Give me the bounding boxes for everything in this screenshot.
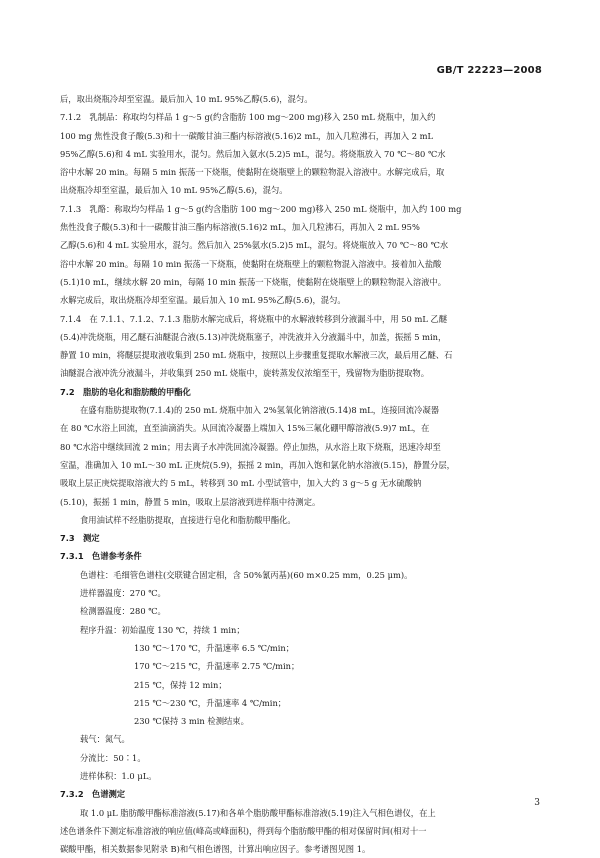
text-line: (5.10)，振摇 1 min，静置 5 min，吸取上层溶液到进样瓶中待测定。 (60, 496, 321, 507)
text-line: 碳酸甲酯，相关数据参见附录 B)和气相色谱图，计算出响应因子。参考谱图见图 1。 (60, 844, 371, 855)
text-line: 吸取上层正庚烷提取溶液大约 5 mL，转移到 30 mL 小型试管中，加入大约 3 g～5 g 无水硫酸钠 (60, 478, 422, 489)
text-line: 在 80 ℃水浴上回流，直至油滴消失。从回流冷凝器上端加入 15%三氟化硼甲醇溶液(5.9)7 mL，在 (60, 423, 430, 434)
paragraph-line: 在盛有脂肪提取物(7.1.4)的 250 mL 烧瓶中加入 2%氢氧化钠溶液(5.14)8 mL，连接回流冷凝器 (80, 405, 440, 416)
document-body (60, 90, 542, 858)
temp-program-step: 230 ℃保持 3 min 检测结束。 (134, 716, 249, 727)
section-heading-7-3-1: 7.3.1 色谱参考条件 (60, 551, 142, 562)
text-line: (5.1)10 mL，继续水解 20 min，每隔 10 min 振荡一下烧瓶，使黏附在烧瓶壁上的颗粒物混入溶液中。 (60, 276, 447, 287)
text-line: 80 ℃水浴中继续回流 2 min；用去离子水冲洗回流冷凝器。停止加热，从水浴上取下烧瓶，迅速冷却至 (60, 441, 441, 452)
text-line: 后，取出烧瓶冷却至室温。最后加入 10 mL 95%乙醇(5.6)，混匀。 (60, 94, 313, 104)
clause-7-1-2: 7.1.2 乳制品：称取均匀样品 1 g～5 g(约含脂肪 100 mg～200 mg)移入 250 mL 烧瓶中，加入约 (60, 112, 436, 123)
text-line: 95%乙醇(5.6)和 4 mL 实验用水，混匀。然后加入氨水(5.2)5 mL，混匀。将烧瓶放入 70 ℃～80 ℃水 (60, 148, 446, 159)
temp-program-step: 215 ℃～230 ℃，升温速率 4 ℃/min； (134, 697, 287, 708)
condition-detector-temp: 检测器温度：280 ℃。 (80, 606, 166, 617)
paragraph-line: 食用油试样不经脂肪提取，直接进行皂化和脂肪酸甲酯化。 (80, 514, 296, 525)
text-line: 静置 10 min，将醚层提取液收集到 250 mL 烧瓶中，按照以上步骤重复提取水解液三次，最后用乙醚、石 (60, 350, 453, 361)
section-heading-7-2: 7.2 脂肪的皂化和脂肪酸的甲酯化 (60, 386, 191, 397)
text-line: 出烧瓶冷却至室温，最后加入 10 mL 95%乙醇(5.6)，混匀。 (60, 185, 288, 196)
condition-temp-program: 程序升温：初始温度 130 ℃，持续 1 min； (80, 624, 245, 635)
condition-carrier-gas: 载气：氮气。 (80, 734, 130, 745)
text-line: 水解完成后，取出烧瓶冷却至室温。最后加入 10 mL 95%乙醇(5.6)，混匀。 (60, 295, 346, 306)
condition-column: 色谱柱：毛细管色谱柱(交联键合固定相，含 50%氰丙基)(60 m×0.25 mm，0.25 μm)。 (80, 569, 413, 580)
section-heading-7-3-2: 7.3.2 色谱测定 (60, 789, 126, 800)
section-heading-7-3: 7.3 测定 (60, 533, 100, 544)
temp-program-step: 215 ℃，保持 12 min； (134, 679, 227, 690)
clause-7-1-3: 7.1.3 乳酪：称取均匀样品 1 g～5 g(约含脂肪 100 mg～200 mg)移入 250 mL 烧瓶中，加入约 100 mg (60, 203, 462, 214)
text-line: 室温，准确加入 10 mL～30 mL 正庚烷(5.9)，振摇 2 min，再加入饱和氯化钠水溶液(5.15)，静置分层， (60, 459, 455, 470)
text-line: 100 mg 焦性没食子酸(5.3)和十一碳酸甘油三酯内标溶液(5.16)2 mL，加入几粒沸石，再加入 2 mL (60, 130, 434, 141)
page-number: 3 (534, 798, 540, 808)
text-line: 浴中水解 20 min。每隔 5 min 振荡一下烧瓶，使黏附在烧瓶壁上的颗粒物混入溶液中。水解完成后，取 (60, 167, 445, 178)
condition-split-ratio: 分流比：50∶1。 (80, 752, 146, 763)
text-line: (5.4)冲洗烧瓶，用乙醚石油醚混合液(5.13)冲洗烧瓶塞子，冲洗液并入分液漏斗中，加盖，振摇 5 min， (60, 331, 447, 342)
text-line: 油醚混合液冲洗分液漏斗，并收集到 250 mL 烧瓶中，旋转蒸发仪浓缩至干，残留物为脂肪提取物。 (60, 368, 430, 379)
temp-program-step: 130 ℃～170 ℃，升温速率 6.5 ℃/min； (134, 642, 294, 653)
text-line: 焦性没食子酸(5.3)和十一碳酸甘油三酯内标溶液(5.16)2 mL，加入几粒沸石，再加入 2 mL 95% (60, 222, 420, 233)
text-line: 乙醇(5.6)和 4 mL 实验用水，混匀。然后加入 25%氨水(5.2)5 mL，混匀。将烧瓶放入 70 ℃～80 ℃水 (60, 240, 449, 251)
condition-injector-temp: 进样器温度：270 ℃。 (80, 588, 166, 599)
paragraph-line: 取 1.0 μL 脂肪酸甲酯标准溶液(5.17)和各单个脂肪酸甲酯标准溶液(5.19)注入气相色谱仪，在上 (80, 807, 436, 818)
clause-7-1-4: 7.1.4 在 7.1.1、7.1.2、7.1.3 脂肪水解完成后，将烧瓶中的水解液转移到分液漏斗中，用 50 mL 乙醚 (60, 313, 448, 324)
text-line: 浴中水解 20 min。每隔 10 min 振荡一下烧瓶，使黏附在烧瓶壁上的颗粒物混入溶液中。接着加入盐酸 (60, 258, 442, 269)
standard-number: GB/T 22223—2008 (436, 65, 542, 76)
condition-injection-volume: 进样体积：1.0 μL。 (80, 770, 157, 781)
temp-program-step: 170 ℃～215 ℃，升温速率 2.75 ℃/min； (134, 661, 300, 672)
text-line: 述色谱条件下测定标准溶液的响应值(峰高或峰面积)，得到每个脂肪酸甲酯的相对保留时间(相对十一 (60, 825, 427, 836)
